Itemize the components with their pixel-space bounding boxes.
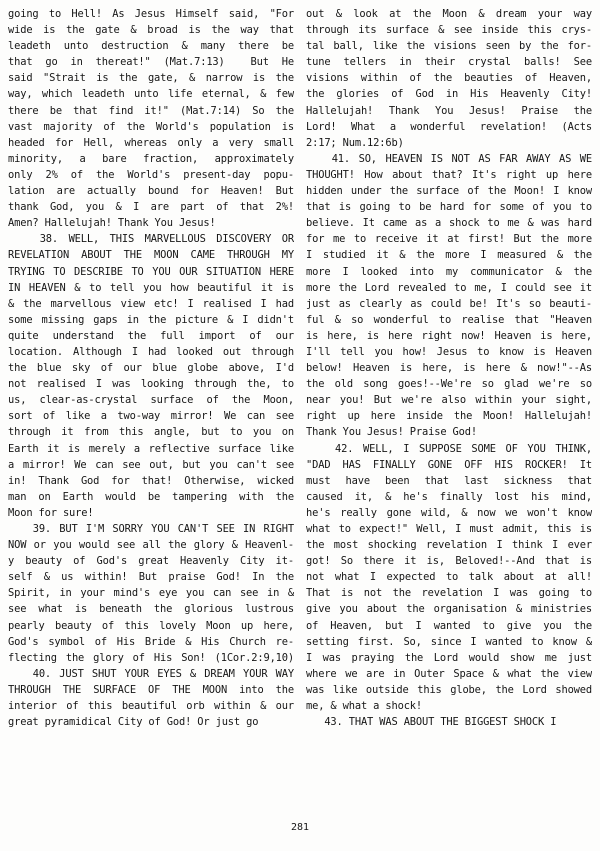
text-line: I studied it & the more I measured & the: [306, 249, 592, 262]
text-line: going to Hell! As Jesus Himself said, "For: [8, 8, 294, 20]
text-line: visions within of the beauties of Heaven,: [306, 72, 592, 85]
text-line: y beauty of God's great Heavenly City it-: [8, 555, 294, 568]
text-line: That is not the revelation I was going to: [306, 587, 592, 600]
text-line: location. Although I had looked out through: [8, 345, 294, 358]
text-line: more the Lord revealed to me, I could see it: [306, 281, 592, 294]
text-line: headed for Hell, whereas only a very small: [8, 136, 294, 149]
text-line: leadeth unto destruction & many there be: [8, 40, 294, 53]
text-line: must have been that last sickness that: [306, 474, 592, 487]
text-line: setting first. So, since I wanted to know &: [306, 635, 592, 648]
text-line: give you about the organisation & ministries: [306, 603, 592, 616]
text-line: a mirror! We can see out, but you can't see: [8, 458, 294, 471]
text-line: said "Strait is the gate, & narrow is the: [8, 72, 294, 85]
text-line: way, which leadeth unto life eternal, & few: [8, 88, 294, 101]
text-line: 43. THAT WAS ABOUT THE BIGGEST SHOCK I: [306, 716, 557, 729]
text-line: below! Heaven is here, is here & now!"--As: [306, 362, 592, 375]
right-column: [306, 6, 592, 840]
text-line: minority, a bare fraction, approximately: [8, 152, 294, 165]
text-line: Moon for sure!: [8, 506, 94, 519]
text-line: lation are actually bound for Heaven! But: [8, 185, 294, 198]
text-line: the most shocking revelation I think I ever: [306, 539, 592, 552]
text-line: "DAD HAS FINALLY GONE OFF HIS ROCKER! It: [306, 458, 592, 471]
text-line: through its surface & see inside this crys-: [306, 24, 592, 37]
text-line: 39. BUT I'M SORRY YOU CAN'T SEE IN RIGHT: [8, 523, 294, 535]
text-line: Lord! What a wonderful revelation! (Acts: [306, 120, 592, 133]
text-line: just as clearly as could be! It's so beauti-: [306, 297, 592, 310]
text-line: what to expect!" Well, I must admit, this is: [306, 523, 592, 535]
text-line: 40. JUST SHUT YOUR EYES & DREAM YOUR WAY: [8, 667, 294, 680]
text-line: more I looked into my communicator & the: [306, 265, 592, 278]
text-line: wide is the gate & broad is the way that: [8, 24, 294, 37]
text-line: believe. It came as a shock to me & was hard: [306, 217, 592, 230]
text-line: God's symbol of His Bride & His Church re-: [8, 635, 294, 648]
text-line: pearly beauty of this lovely Moon up here,: [8, 619, 294, 632]
text-line: there be that find it!" (Mat.7:14) So the: [8, 104, 294, 117]
text-line: 42. WELL, I SUPPOSE SOME OF YOU THINK,: [306, 442, 592, 455]
text-line: Amen? Hallelujah! Thank You Jesus!: [8, 217, 216, 230]
text-line: tune tellers in their crystal balls! See: [306, 56, 592, 69]
page-number: 281: [290, 822, 310, 833]
text-line: 41. SO, HEAVEN IS NOT AS FAR AWAY AS WE: [306, 152, 592, 165]
text-line: near you! But we're also within your sight,: [306, 394, 592, 407]
text-line: not what I expected to talk about at all!: [306, 571, 592, 584]
text-line: is here, is here right now! Heaven is here,: [306, 329, 592, 342]
text-line: self & us within! But praise God! In the: [8, 571, 294, 584]
text-line: NOW or you would see all the glory & Heavenl-: [8, 539, 294, 552]
text-line: that is going to be hard for some of you to: [306, 201, 592, 214]
text-line: where we are in Outer Space & what the view: [306, 667, 592, 680]
text-line: quite understand the full import of our: [8, 329, 294, 342]
text-line: us, clear-as-crystal surface of the Moon,: [8, 394, 294, 407]
text-line: for me to receive it at first! But the more: [306, 233, 592, 246]
text-line: was like outside this globe, the Lord showed: [306, 683, 592, 696]
text-line: out & look at the Moon & dream your way: [306, 8, 592, 20]
text-line: Spirit, in your mind's eye you can see in &: [8, 587, 294, 600]
text-line: of Heaven, but I wanted to give you the: [306, 619, 592, 632]
text-line: in! Thank God for that! Otherwise, wicked: [8, 474, 294, 487]
text-line: the blue sky of our blue globe above, I'd: [8, 362, 294, 375]
text-line: vast majority of the World's population is: [8, 120, 294, 133]
text-line: caused it, & he's finally lost his mind,: [306, 490, 592, 503]
text-line: tal ball, like the visions seen by the for-: [306, 40, 592, 53]
text-line: sort of like a two-way mirror! We can see: [8, 410, 294, 423]
text-line: THOUGHT! How about that? It's right up here: [306, 168, 592, 181]
text-line: 38. WELL, THIS MARVELLOUS DISCOVERY OR: [8, 233, 294, 246]
text-line: flecting the glory of His Son! (1Cor.2:9,10): [8, 651, 294, 664]
text-line: I was praying the Lord would show me just: [306, 651, 592, 664]
text-line: man on Earth would be tampering with the: [8, 490, 294, 503]
text-line: THROUGH THE SURFACE OF THE MOON into the: [8, 683, 294, 696]
text-line: Earth it is merely a reflective surface like: [8, 442, 294, 455]
text-line: me, & what a shock!: [306, 700, 423, 713]
text-line: Hallelujah! Thank You Jesus! Praise the: [306, 104, 592, 117]
text-line: REVELATION ABOUT THE MOON CAME THROUGH MY: [8, 249, 294, 262]
text-line: 2:17; Num.12:6b): [306, 136, 404, 149]
left-column: [8, 6, 294, 840]
text-line: he's really gone wild, & now we won't know: [306, 506, 592, 519]
text-line: the old song goes!--We're so glad we're so: [306, 378, 592, 391]
text-line: only 2% of the World's present-day popu-: [8, 168, 294, 181]
text-line: ful & so wonderful to realise that "Heaven: [306, 313, 592, 326]
text-line: thank God, you & I are part of that 2%!: [8, 201, 294, 214]
text-line: that go in thereat!" (Mat.7:13) But He: [8, 56, 294, 69]
text-line: TRYING TO DESCRIBE TO YOU OUR SITUATION HERE: [8, 265, 294, 278]
text-line: great pyramidical City of God! Or just go: [8, 716, 259, 729]
text-line: Thank You Jesus! Praise God!: [306, 426, 477, 439]
text-line: IN HEAVEN & to tell you how beautiful it is: [8, 281, 294, 294]
text-line: interior of this beautiful orb within & our: [8, 700, 294, 713]
text-line: not realised I was looking through the, to: [8, 378, 294, 391]
text-line: through it from this angle, but to you on: [8, 426, 294, 439]
text-line: right up here inside the Moon! Hallelujah!: [306, 410, 592, 423]
text-line: & the marvellous view etc! I realised I had: [8, 297, 294, 310]
text-line: I'll tell you how! Jesus to know is Heaven: [306, 345, 592, 358]
text-line: hidden under the surface of the Moon! I know: [306, 185, 592, 198]
text-line: got! So there it is, Beloved!--And that is: [306, 555, 592, 568]
text-line: see what is beneath the glorious lustrous: [8, 603, 294, 616]
text-line: some missing gaps in the picture & I didn't: [8, 313, 294, 326]
text-line: the glories of God in His Heavenly City!: [306, 88, 592, 101]
